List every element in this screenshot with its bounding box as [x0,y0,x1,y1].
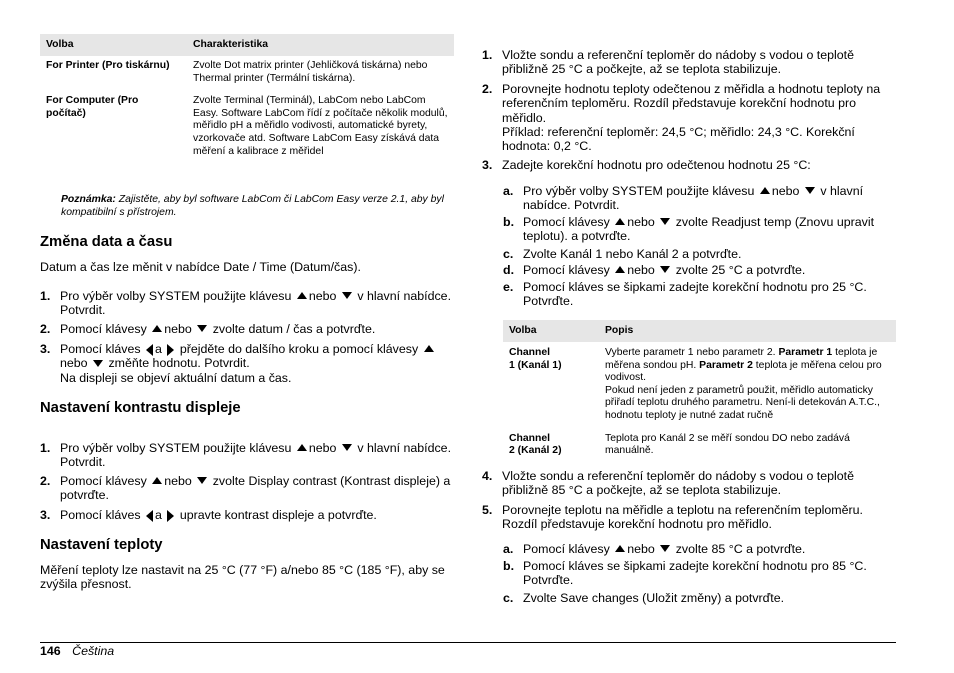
cell-text: Pokud není jeden z parametrů použit, měřidlo automaticky přiřadí teplotu druhého parametru. Není-li detekován A.T.C., hodnotu teploty je nutné zadat ručně [605,384,880,421]
arrow-up-icon [615,545,625,552]
arrow-up-icon [424,345,434,352]
step-text: Na displeji se objeví aktuální datum a čas. [60,370,292,385]
list-item [482,559,896,588]
step-text: Pomocí kláves [60,342,141,356]
arrow-up-icon [615,266,625,273]
arrow-down-icon [197,325,207,332]
step-number: e. [503,280,514,294]
options-table-printer [40,34,454,158]
step-text: zvolte Readjust temp (Znovu upravit teplotu). a potvrďte. [523,215,875,244]
arrow-left-icon [146,510,153,522]
step-text: Pomocí klávesy [523,542,610,556]
table-cell-value: Zvolte Terminal (Terminál), LabCom nebo LabCom Easy. Software LabCom řídí z počítače několik modulů, měřidlo pH a měřidlo vodivosti, automatické byrety, vzorkovače atd. Software LabCom Easy získává data měření a kalibrace z měřidel [193,95,448,157]
step-text: Vložte sondu a referenční teploměr do nádoby s vodou o teplotě přibližně 85 °C a počkejte, až se teplota stabilizuje. [502,469,854,498]
step-text: v hlavní nabídce. Potvrdit. [60,441,452,470]
section-title-temperature: Nastavení teploty [40,537,163,553]
note-text: Zajistěte, aby byl software LabCom či LabCom Easy verze 2.1, aby byl kompatibilní s přístrojem. [61,194,444,218]
list-item [482,591,896,605]
step-number: c. [503,247,514,261]
list-item [482,184,896,213]
step-text: Pomocí kláves se šipkami zadejte korekční hodnotu pro 85 °C. Potvrďte. [523,559,867,588]
list-item [482,158,896,172]
table-cell-key-line: Channel [509,432,550,444]
table-header-charakteristika: Charakteristika [187,34,454,56]
step-text: Pro výběr volby SYSTEM použijte klávesu [60,289,292,303]
step-text: nebo [60,356,88,371]
step-text: v hlavní nabídce. Potvrdit. [60,289,452,318]
cell-text-bold: Parametr 2 [699,359,753,371]
cell-text: teplota je měřena sondou pH. [605,347,878,371]
step-number: 3. [40,508,51,522]
step-text: přejděte do dalšího kroku a pomocí klávesy [179,342,419,356]
table-header-volba: Volba [503,320,599,342]
arrow-down-icon [660,545,670,552]
list-item [482,82,896,153]
step-text: Pomocí klávesy [523,263,610,277]
list-item [40,441,454,470]
step-text: změňte hodnotu. Potvrdit. [108,356,250,371]
step-number: a. [503,184,514,198]
step-text: Pomocí klávesy [523,215,610,229]
step-text: v hlavní nabídce. Potvrdit. [523,184,864,213]
step-number: 2. [40,474,51,488]
table-row [503,433,896,458]
step-text: Pomocí klávesy [60,322,147,336]
list-item [40,508,454,522]
step-number: 2. [482,82,493,96]
table-header-volba: Volba [40,34,187,56]
list-item [40,474,454,503]
section-intro-temperature: Měření teploty lze nastavit na 25 °C (77 °F) a/nebo 85 °C (185 °F), aby se zvýšila přesnost. [40,563,445,592]
cell-text-bold: Parametr 1 [778,347,833,358]
step-number: d. [503,263,515,277]
footer-divider [40,642,896,643]
arrow-down-icon [197,477,207,484]
arrow-down-icon [93,360,103,367]
list-item [482,542,896,556]
arrow-down-icon [342,444,352,451]
step-text: nebo [627,542,655,556]
step-text: Zvolte Kanál 1 nebo Kanál 2 a potvrďte. [523,247,742,261]
note-paragraph [61,193,454,219]
table-cell-key: For Printer (Pro tiskárnu) [46,60,170,71]
step-text: nebo [771,184,800,198]
table-cell-key-line: Channel [509,347,550,358]
step-text: Pomocí klávesy [60,474,147,488]
list-item [482,247,896,261]
list-item [482,263,896,277]
step-text: upravte kontrast displeje a potvrďte. [179,508,377,522]
footer-language: Čeština [72,644,115,658]
arrow-up-icon [152,325,162,332]
step-text: Pomocí kláves se šipkami zadejte korekční hodnotu pro 25 °C. Potvrďte. [523,280,867,309]
step-text: a [155,508,162,522]
arrow-down-icon [342,292,352,299]
step-text: nebo [308,289,337,303]
step-text: nebo [627,263,655,277]
arrow-left-icon [146,344,153,356]
cell-text: teplota je měřena celou pro vodivost. [605,359,882,384]
page-number: 146 [40,644,61,658]
table-header-popis: Popis [599,320,896,342]
table-row [40,95,454,158]
arrow-down-icon [660,266,670,273]
table-cell-key-line: 1 (Kanál 1) [509,359,562,371]
table-cell-key [503,342,599,433]
list-item [482,280,896,309]
table-cell-key-line: 2 (Kanál 2) [509,445,562,457]
arrow-down-icon [805,187,815,194]
step-text: zvolte 85 °C a potvrďte. [675,542,806,556]
table-cell-value [599,342,896,433]
step-text: Zadejte korekční hodnotu pro odečtenou hodnotu 25 °C: [502,158,811,172]
step-number: c. [503,591,514,605]
step-text: Porovnejte teplotu na měřidle a teplotu na referenčním teploměru. Rozdíl představuje korekční hodnotu pro měřidlo. [502,503,863,532]
list-item [482,215,896,244]
step-text: Zvolte Save changes (Uložit změny) a potvrďte. [523,591,785,605]
section-title-date: Změna data a času [40,234,173,250]
list-item [40,289,454,318]
arrow-right-icon [167,510,174,522]
page-footer [40,644,114,658]
step-number: b. [503,559,515,573]
step-number: 1. [482,48,493,62]
step-text: Porovnejte hodnotu teploty odečtenou z měřidla a hodnotu teploty na referenčním teploměru. Rozdíl představuje korekční hodnotu pro měřidlo. [502,82,881,125]
arrow-up-icon [615,218,625,225]
step-number: 1. [40,289,51,303]
step-text: Příklad: referenční teploměr: 24,5 °C; měřidlo: 24,3 °C. Korekční hodnota: 0,2 °C. [502,124,855,154]
section-intro-date: Datum a čas lze měnit v nabídce Date / Time (Datum/čas). [40,260,361,274]
step-text: zvolte 25 °C a potvrďte. [675,263,806,277]
step-number: a. [503,542,514,556]
arrow-down-icon [660,218,670,225]
step-number: 3. [482,158,493,172]
step-text: a [155,342,162,356]
step-text: zvolte Display contrast (Kontrast displeje) a potvrďte. [60,474,451,503]
list-item [40,342,454,385]
list-item [482,48,896,77]
note-label: Poznámka: [61,194,116,205]
list-item [40,322,454,336]
step-text: nebo [627,215,655,229]
arrow-up-icon [297,444,307,451]
step-number: 2. [40,322,51,336]
step-number: 4. [482,469,493,483]
step-text: nebo [164,322,192,336]
step-text: zvolte datum / čas a potvrďte. [212,322,376,336]
step-number: 5. [482,503,493,517]
arrow-right-icon [167,344,174,356]
section-title-contrast: Nastavení kontrastu displeje [40,400,241,416]
table-cell-key: For Computer (Pro počítač) [46,95,139,119]
step-text: Pro výběr volby SYSTEM použijte klávesu [523,184,755,198]
cell-text: Vyberte parametr 1 nebo parametr 2. [605,347,776,358]
table-cell-value: Teplota pro Kanál 2 se měří sondou DO nebo zadává manuálně. [605,432,850,457]
step-text: Vložte sondu a referenční teploměr do nádoby s vodou o teplotě přibližně 25 °C a počkejte, až se teplota stabilizuje. [502,48,854,77]
step-text: Pro výběr volby SYSTEM použijte klávesu [60,441,292,455]
step-text: nebo [164,474,192,488]
step-number: 3. [40,342,51,356]
options-table-channel [503,320,896,458]
step-number: b. [503,215,515,229]
step-text: nebo [308,441,337,455]
arrow-up-icon [152,477,162,484]
table-row [503,342,896,433]
step-text: Pomocí kláves [60,508,141,522]
list-item [482,469,896,498]
step-number: 1. [40,441,51,455]
table-cell-value: Zvolte Dot matrix printer (Jehličková tiskárna) nebo Thermal printer (Termální tiskárna). [193,60,428,84]
arrow-up-icon [297,292,307,299]
table-cell-key [503,433,599,458]
arrow-up-icon [760,187,770,194]
table-row [40,56,454,95]
list-item [482,503,896,532]
